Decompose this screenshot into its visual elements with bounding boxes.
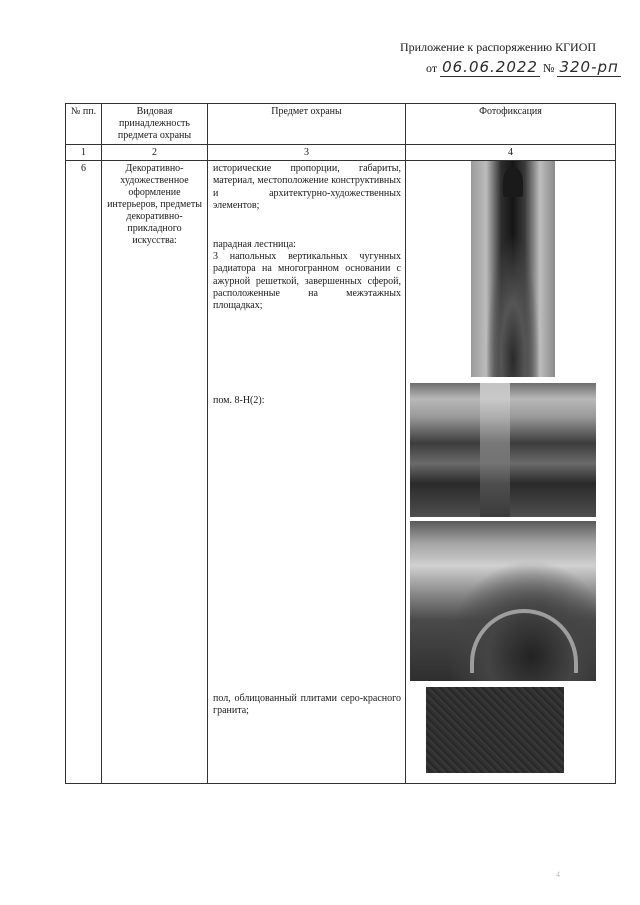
date-prefix: от [426, 61, 438, 75]
column-index: 2 [102, 145, 208, 161]
subject-text-room: пом. 8-Н(2): [213, 395, 265, 406]
subject-text-radiators: 3 напольных вертикальных чугунных радиатора на многогранном основании с ажурной решеткой, завершенных сферой, расположенные на межэтажных площадках; [213, 251, 401, 312]
subject-text-historic: исторические пропорции, габариты, материал, местоположение конструктивных и архитектурно-художественных элементов; [213, 163, 401, 211]
subject-text-floor: пол, облицованный плитами серо-красного гранита; [213, 693, 401, 717]
page-mark: 4 [556, 870, 560, 879]
row-number: 6 [66, 161, 102, 784]
column-header-type: Видовая принадлежность предмета охраны [102, 104, 208, 145]
appendix-reference: Приложение к распоряжению КГИОП [400, 40, 597, 54]
radiator-photo [471, 161, 555, 377]
granite-floor-photo [426, 687, 564, 773]
radiator-sphere [503, 167, 523, 197]
row-subject [208, 161, 406, 784]
interior-hall-photo-2 [410, 521, 596, 681]
column-header-subject: Предмет охраны [208, 104, 406, 145]
subject-text-staircase: парадная лестница: [213, 239, 296, 250]
order-date-number [426, 58, 621, 76]
table-header-row [66, 104, 616, 145]
order-number: 320-рп [559, 58, 619, 76]
column-header-photo: Фотофиксация [406, 104, 616, 145]
interior-hall-photo-1 [410, 383, 596, 517]
order-date: 06.06.2022 [442, 58, 538, 76]
protection-subject-table [65, 103, 616, 784]
column-index: 1 [66, 145, 102, 161]
number-sign: № [542, 61, 555, 75]
column-header-number: № пп. [66, 104, 102, 145]
column-index: 3 [208, 145, 406, 161]
column-index-row [66, 145, 616, 161]
row-type: Декоративно-художественное оформление интерьеров, предметы декоративно-прикладного искусства: [102, 161, 208, 784]
table-row [66, 161, 616, 784]
column-index: 4 [406, 145, 616, 161]
row-photos [406, 161, 616, 784]
